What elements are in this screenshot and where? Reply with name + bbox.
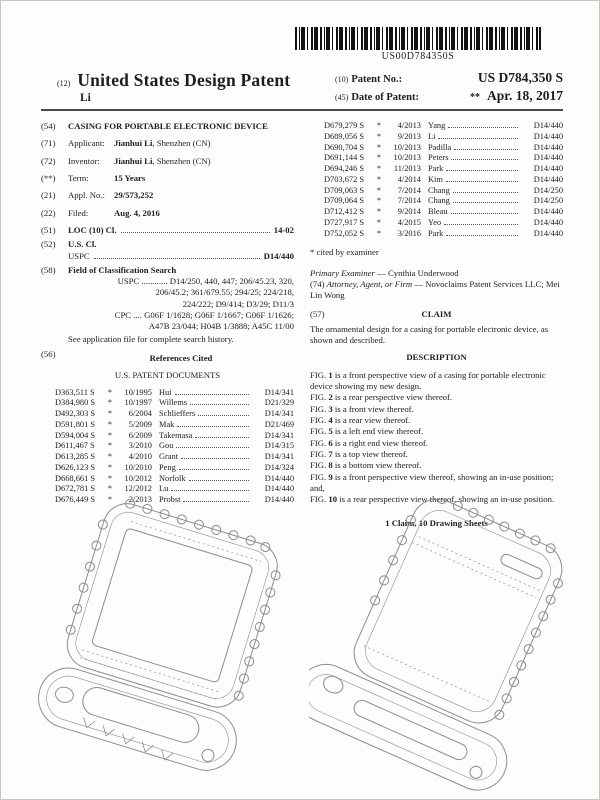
- left-column: [41, 121, 294, 529]
- loc-class-row: (51) LOC (10) Cl. 14-02: [41, 224, 294, 235]
- ref-inventor-name: Peters: [428, 153, 449, 163]
- ref-inventor-name: Kim: [428, 174, 443, 184]
- ref-patent-number: D703,672 S: [324, 174, 365, 184]
- figure-front-perspective-drawing: [31, 499, 293, 799]
- date-of-patent-value: ** Apr. 18, 2017: [469, 88, 563, 103]
- patent-reference-row: [55, 398, 294, 409]
- figure-description-line: FIG. 9 is a front perspective view thereof, showing an in-use position; and,: [310, 471, 554, 493]
- term-extension-stars: **: [469, 92, 480, 103]
- ref-classification: D21/469: [264, 419, 294, 429]
- figure-description-line: FIG. 1 is a front perspective view of a casing for portable electronic device showing my new design.: [310, 369, 546, 392]
- ref-classification: D14/440: [264, 484, 294, 494]
- page-title: United States Design Patent: [77, 70, 291, 90]
- primary-examiner-line: Primary Examiner — Cynthia Underwood: [310, 267, 459, 278]
- ref-inventor-name: Li: [428, 131, 436, 141]
- ref-classification: D14/440: [533, 142, 563, 152]
- ref-patent-number: D694,246 S: [324, 164, 365, 173]
- ref-inventor-name: Bleau: [428, 207, 448, 216]
- ref-date: 4/2010: [128, 452, 152, 462]
- patent-reference-row: [324, 175, 563, 186]
- patent-reference-row: [55, 420, 294, 431]
- dot-leader: [189, 480, 249, 481]
- ref-inventor-name: Norfolk: [159, 473, 186, 483]
- ref-patent-number: D626,123 S: [55, 462, 96, 472]
- figure-description-line: FIG. 7 is a top view thereof.: [310, 448, 408, 459]
- dot-leader: [176, 447, 249, 448]
- ref-patent-number: D676,449 S: [55, 495, 96, 505]
- ref-examiner-star: *: [376, 153, 382, 163]
- ref-patent-number: D384,980 S: [55, 398, 96, 408]
- figure-description-line: FIG. 8 is a bottom view thereof.: [310, 460, 422, 471]
- ref-patent-number: D691,144 S: [324, 153, 365, 163]
- attorney-line: (74) Attorney, Agent, or Firm — Novoclaims Patent Services LLC; Mei Lin Wong: [310, 278, 560, 301]
- right-column: [310, 121, 563, 529]
- patent-reference-row: [324, 196, 563, 207]
- ref-classification: D14/440: [533, 174, 563, 184]
- ref-patent-number: D679,279 S: [324, 121, 365, 130]
- ref-examiner-star: *: [376, 185, 382, 195]
- patent-reference-row: [55, 431, 294, 442]
- ref-examiner-star: *: [376, 121, 382, 130]
- applicant-row: (71) Applicant: Jianhui Li, Shenzhen (CN): [41, 138, 211, 149]
- figure-rear-perspective-drawing: [309, 499, 571, 799]
- barcode-block: [295, 27, 541, 62]
- ref-classification: D14/440: [533, 217, 563, 227]
- patent-reference-row: [324, 207, 563, 218]
- ref-examiner-star: *: [107, 441, 113, 451]
- ref-inventor-name: Gou: [159, 441, 174, 451]
- dot-leader: [94, 258, 260, 259]
- figure-description-line: FIG. 10 is a rear perspective view thereof, showing an in-use position.: [310, 494, 555, 505]
- ref-date: 3/2010: [128, 441, 152, 451]
- patent-reference-row: [55, 474, 294, 485]
- dot-leader: [451, 213, 518, 214]
- dot-leader: [448, 127, 518, 128]
- references-cited-heading-row: (56) References Cited: [41, 349, 294, 370]
- ref-classification: D14/341: [264, 430, 294, 440]
- ref-inventor-name: Willems: [159, 398, 188, 408]
- ref-patent-number: D727,917 S: [324, 217, 365, 227]
- page-header: [41, 70, 563, 106]
- ref-date: 9/2013: [397, 131, 421, 141]
- patent-reference-row: [55, 441, 294, 452]
- ref-date: 4/2015: [397, 217, 421, 227]
- doc-kind-code: (12): [57, 79, 71, 88]
- us-class-row: (52) U.S. Cl. USPC D14/440: [41, 239, 294, 261]
- header-divider: [41, 109, 563, 111]
- first-inventor-name: Li: [80, 92, 91, 104]
- patent-reference-row: [55, 388, 294, 399]
- field-of-search-section: (58) Field of Classification Search USPC ............ D14/250, 440, 447; 206/45.23, 320, 206/45.2; 361/679.55; 294/25; 224/218, 224/222; D9/414; D3/29; D11/3 CPC .... G06F 1/1628; G06F 1/1667; G06F 1/1626; A47B 23/044; H04B 1/3888; A45C 11/00 See application file for complete search history.: [41, 264, 294, 344]
- figure-description-line: FIG. 2 is a rear perspective view thereof.: [310, 392, 453, 403]
- dot-leader: [177, 426, 249, 427]
- dot-leader: [446, 235, 518, 236]
- ref-examiner-star: *: [376, 142, 382, 152]
- ref-classification: D14/341: [264, 409, 294, 419]
- dot-leader: [195, 437, 249, 438]
- ref-patent-number: D611,467 S: [55, 441, 95, 451]
- ref-examiner-star: *: [376, 174, 382, 184]
- search-history-note: See application file for complete search history.: [68, 333, 234, 344]
- dot-leader: [198, 415, 249, 416]
- ref-classification: D14/440: [264, 473, 294, 483]
- dot-leader: [438, 138, 518, 139]
- ref-patent-number: D613,285 S: [55, 452, 96, 462]
- ref-examiner-star: *: [376, 131, 382, 141]
- figure-description-line: FIG. 4 is a rear view thereof.: [310, 415, 411, 425]
- ref-patent-number: D709,063 S: [324, 185, 365, 195]
- figure-description-line: FIG. 5 is a left end view thereof.: [310, 426, 424, 437]
- ref-classification: D14/440: [533, 121, 563, 130]
- ref-inventor-name: Grant: [159, 452, 179, 462]
- patent-reference-row: [324, 164, 563, 175]
- patent-reference-row: [324, 229, 563, 240]
- ref-patent-number: D363,511 S: [55, 387, 95, 397]
- ref-inventor-name: Probst: [159, 495, 181, 505]
- date-of-patent-label: (45) Date of Patent:: [335, 92, 419, 103]
- ref-patent-number: D668,661 S: [55, 473, 96, 483]
- ref-classification: D21/329: [264, 398, 294, 408]
- ref-date: 9/2014: [397, 207, 421, 216]
- ref-date: 6/2009: [128, 430, 152, 440]
- patent-reference-row: [55, 409, 294, 420]
- ref-date: 7/2014: [397, 196, 421, 206]
- claim-heading: (57) CLAIM: [310, 308, 452, 319]
- patent-number-value: US D784,350 S: [477, 70, 563, 85]
- ref-date: 10/2012: [124, 473, 152, 483]
- ref-classification: D14/250: [533, 185, 563, 195]
- ref-classification: D14/440: [533, 153, 563, 163]
- figure-description-line: FIG. 6 is a right end view thereof.: [310, 437, 428, 448]
- ref-patent-number: D709,064 S: [324, 196, 365, 206]
- dot-leader: [453, 192, 518, 193]
- ref-inventor-name: Yeo: [428, 217, 442, 227]
- ref-inventor-name: Takemasa: [159, 430, 193, 440]
- ref-classification: D14/440: [533, 207, 563, 216]
- ref-inventor-name: Park: [428, 164, 444, 173]
- patent-reference-row: [324, 143, 563, 154]
- ref-date: 4/2014: [397, 174, 421, 184]
- ref-patent-number: D690,704 S: [324, 142, 365, 152]
- ref-classification: D14/341: [264, 387, 294, 397]
- dot-leader: [444, 224, 518, 225]
- ref-examiner-star: *: [107, 452, 113, 462]
- ref-examiner-star: *: [376, 207, 382, 216]
- ref-patent-number: D594,004 S: [55, 430, 96, 440]
- ref-inventor-name: Yang: [428, 121, 446, 130]
- ref-date: 4/2013: [397, 121, 421, 130]
- ref-inventor-name: Schlieffers: [159, 409, 196, 419]
- ref-date: 5/2009: [128, 419, 152, 429]
- ref-examiner-star: *: [376, 228, 382, 238]
- references-cited-heading: References Cited: [149, 353, 213, 363]
- ref-examiner-star: *: [107, 484, 113, 494]
- ref-classification: D14/440: [533, 131, 563, 141]
- ref-examiner-star: *: [376, 196, 382, 206]
- ref-classification: D14/315: [264, 441, 294, 451]
- ref-patent-number: D712,412 S: [324, 207, 365, 216]
- ref-classification: D14/440: [533, 164, 563, 173]
- patent-reference-row: [55, 452, 294, 463]
- ref-classification: D14/341: [264, 452, 294, 462]
- dot-leader: [181, 458, 249, 459]
- filing-date-row: (22) Filed: Aug. 4, 2016: [41, 207, 160, 218]
- ref-date: 2/2013: [128, 495, 152, 505]
- ref-examiner-star: *: [107, 419, 113, 429]
- us-patent-documents-heading: U.S. PATENT DOCUMENTS: [114, 370, 221, 381]
- ref-date: 6/2004: [128, 409, 152, 419]
- application-number-row: (21) Appl. No.: 29/573,252: [41, 190, 154, 201]
- ref-patent-number: D689,056 S: [324, 131, 365, 141]
- uspc-search-lines: USPC ............ D14/250, 440, 447; 206/45.23, 320, 206/45.2; 361/679.55; 294/25; 224/218, 224/222; D9/414; D3/29; D11/3: [117, 276, 294, 309]
- dot-leader: [446, 181, 518, 182]
- ref-patent-number: D752,052 S: [324, 228, 365, 238]
- patent-reference-row: [324, 218, 563, 229]
- ref-inventor-name: Hui: [159, 387, 172, 397]
- ref-date: 11/2013: [393, 164, 421, 173]
- ref-classification: D14/440: [533, 228, 563, 238]
- ref-inventor-name: Lu: [159, 484, 169, 494]
- barcode-icon: [295, 27, 541, 50]
- patent-reference-row: [324, 132, 563, 143]
- patent-reference-row: [324, 186, 563, 197]
- ref-examiner-star: *: [107, 387, 113, 397]
- claims-sheets-note: 1 Claim, 10 Drawing Sheets: [385, 517, 488, 528]
- ref-patent-number: D492,303 S: [55, 409, 96, 419]
- dot-leader: [451, 159, 518, 160]
- barcode-number: US00D784350S: [381, 51, 455, 62]
- ref-date: 7/2014: [397, 185, 421, 195]
- dot-leader: [454, 149, 518, 150]
- ref-patent-number: D591,801 S: [55, 419, 96, 429]
- dot-leader: [446, 170, 518, 171]
- inventor-row: (72) Inventor: Jianhui Li, Shenzhen (CN): [41, 155, 211, 166]
- patent-reference-row: [324, 153, 563, 164]
- ref-examiner-star: *: [107, 409, 113, 419]
- patent-reference-row: [324, 121, 563, 132]
- ref-inventor-name: Peng: [159, 462, 176, 472]
- ref-classification: D14/324: [264, 462, 294, 472]
- figure-description-line: FIG. 3 is a front view thereof.: [310, 403, 414, 414]
- drawing-sheet: [31, 499, 571, 799]
- patent-reference-row: [55, 484, 294, 495]
- references-table-left: [41, 388, 294, 506]
- ref-date: 10/1995: [124, 387, 152, 397]
- description-heading: DESCRIPTION: [406, 352, 467, 363]
- ref-inventor-name: Chang: [428, 196, 450, 206]
- ref-inventor-name: Padilla: [428, 142, 452, 152]
- figure-descriptions: [310, 370, 563, 506]
- ref-classification: D14/440: [264, 495, 294, 505]
- ref-examiner-star: *: [107, 462, 113, 472]
- patent-number-label: (10) Patent No.:: [335, 74, 403, 85]
- claim-text: The ornamental design for a casing for portable electronic device, as shown and described.: [310, 323, 549, 346]
- references-table-right: [310, 121, 563, 239]
- ref-patent-number: D672,781 S: [55, 484, 96, 494]
- ref-examiner-star: *: [376, 217, 382, 227]
- invention-title: CASING FOR PORTABLE ELECTRONIC DEVICE: [68, 121, 268, 131]
- ref-examiner-star: *: [107, 495, 113, 505]
- dot-leader: [179, 469, 249, 470]
- term-row: (**) Term: 15 Years: [41, 172, 146, 183]
- ref-inventor-name: Chang: [428, 185, 450, 195]
- dot-leader: [121, 232, 270, 233]
- ref-inventor-name: Park: [428, 228, 444, 238]
- ref-date: 10/2013: [393, 142, 421, 152]
- ref-date: 12/2012: [124, 484, 152, 494]
- ref-classification: D14/250: [533, 196, 563, 206]
- ref-inventor-name: Mak: [159, 419, 175, 429]
- ref-examiner-star: *: [107, 430, 113, 440]
- ref-examiner-star: *: [107, 473, 113, 483]
- dot-leader: [453, 202, 518, 203]
- dot-leader: [171, 490, 249, 491]
- ref-date: 10/2010: [124, 462, 152, 472]
- dot-leader: [175, 394, 249, 395]
- cited-by-examiner-note: * cited by examiner: [310, 247, 379, 258]
- ref-date: 10/2013: [393, 153, 421, 163]
- ref-date: 10/1997: [124, 398, 152, 408]
- ref-examiner-star: *: [376, 164, 382, 173]
- cpc-search-lines: CPC .... G06F 1/1628; G06F 1/1667; G06F 1/1626; A47B 23/044; H04B 1/3888; A45C 11/00: [114, 310, 294, 332]
- patent-reference-row: [55, 463, 294, 474]
- ref-examiner-star: *: [107, 398, 113, 408]
- ref-date: 3/2016: [397, 228, 421, 238]
- dot-leader: [190, 404, 249, 405]
- invention-title-row: (54) CASING FOR PORTABLE ELECTRONIC DEVICE: [41, 121, 294, 132]
